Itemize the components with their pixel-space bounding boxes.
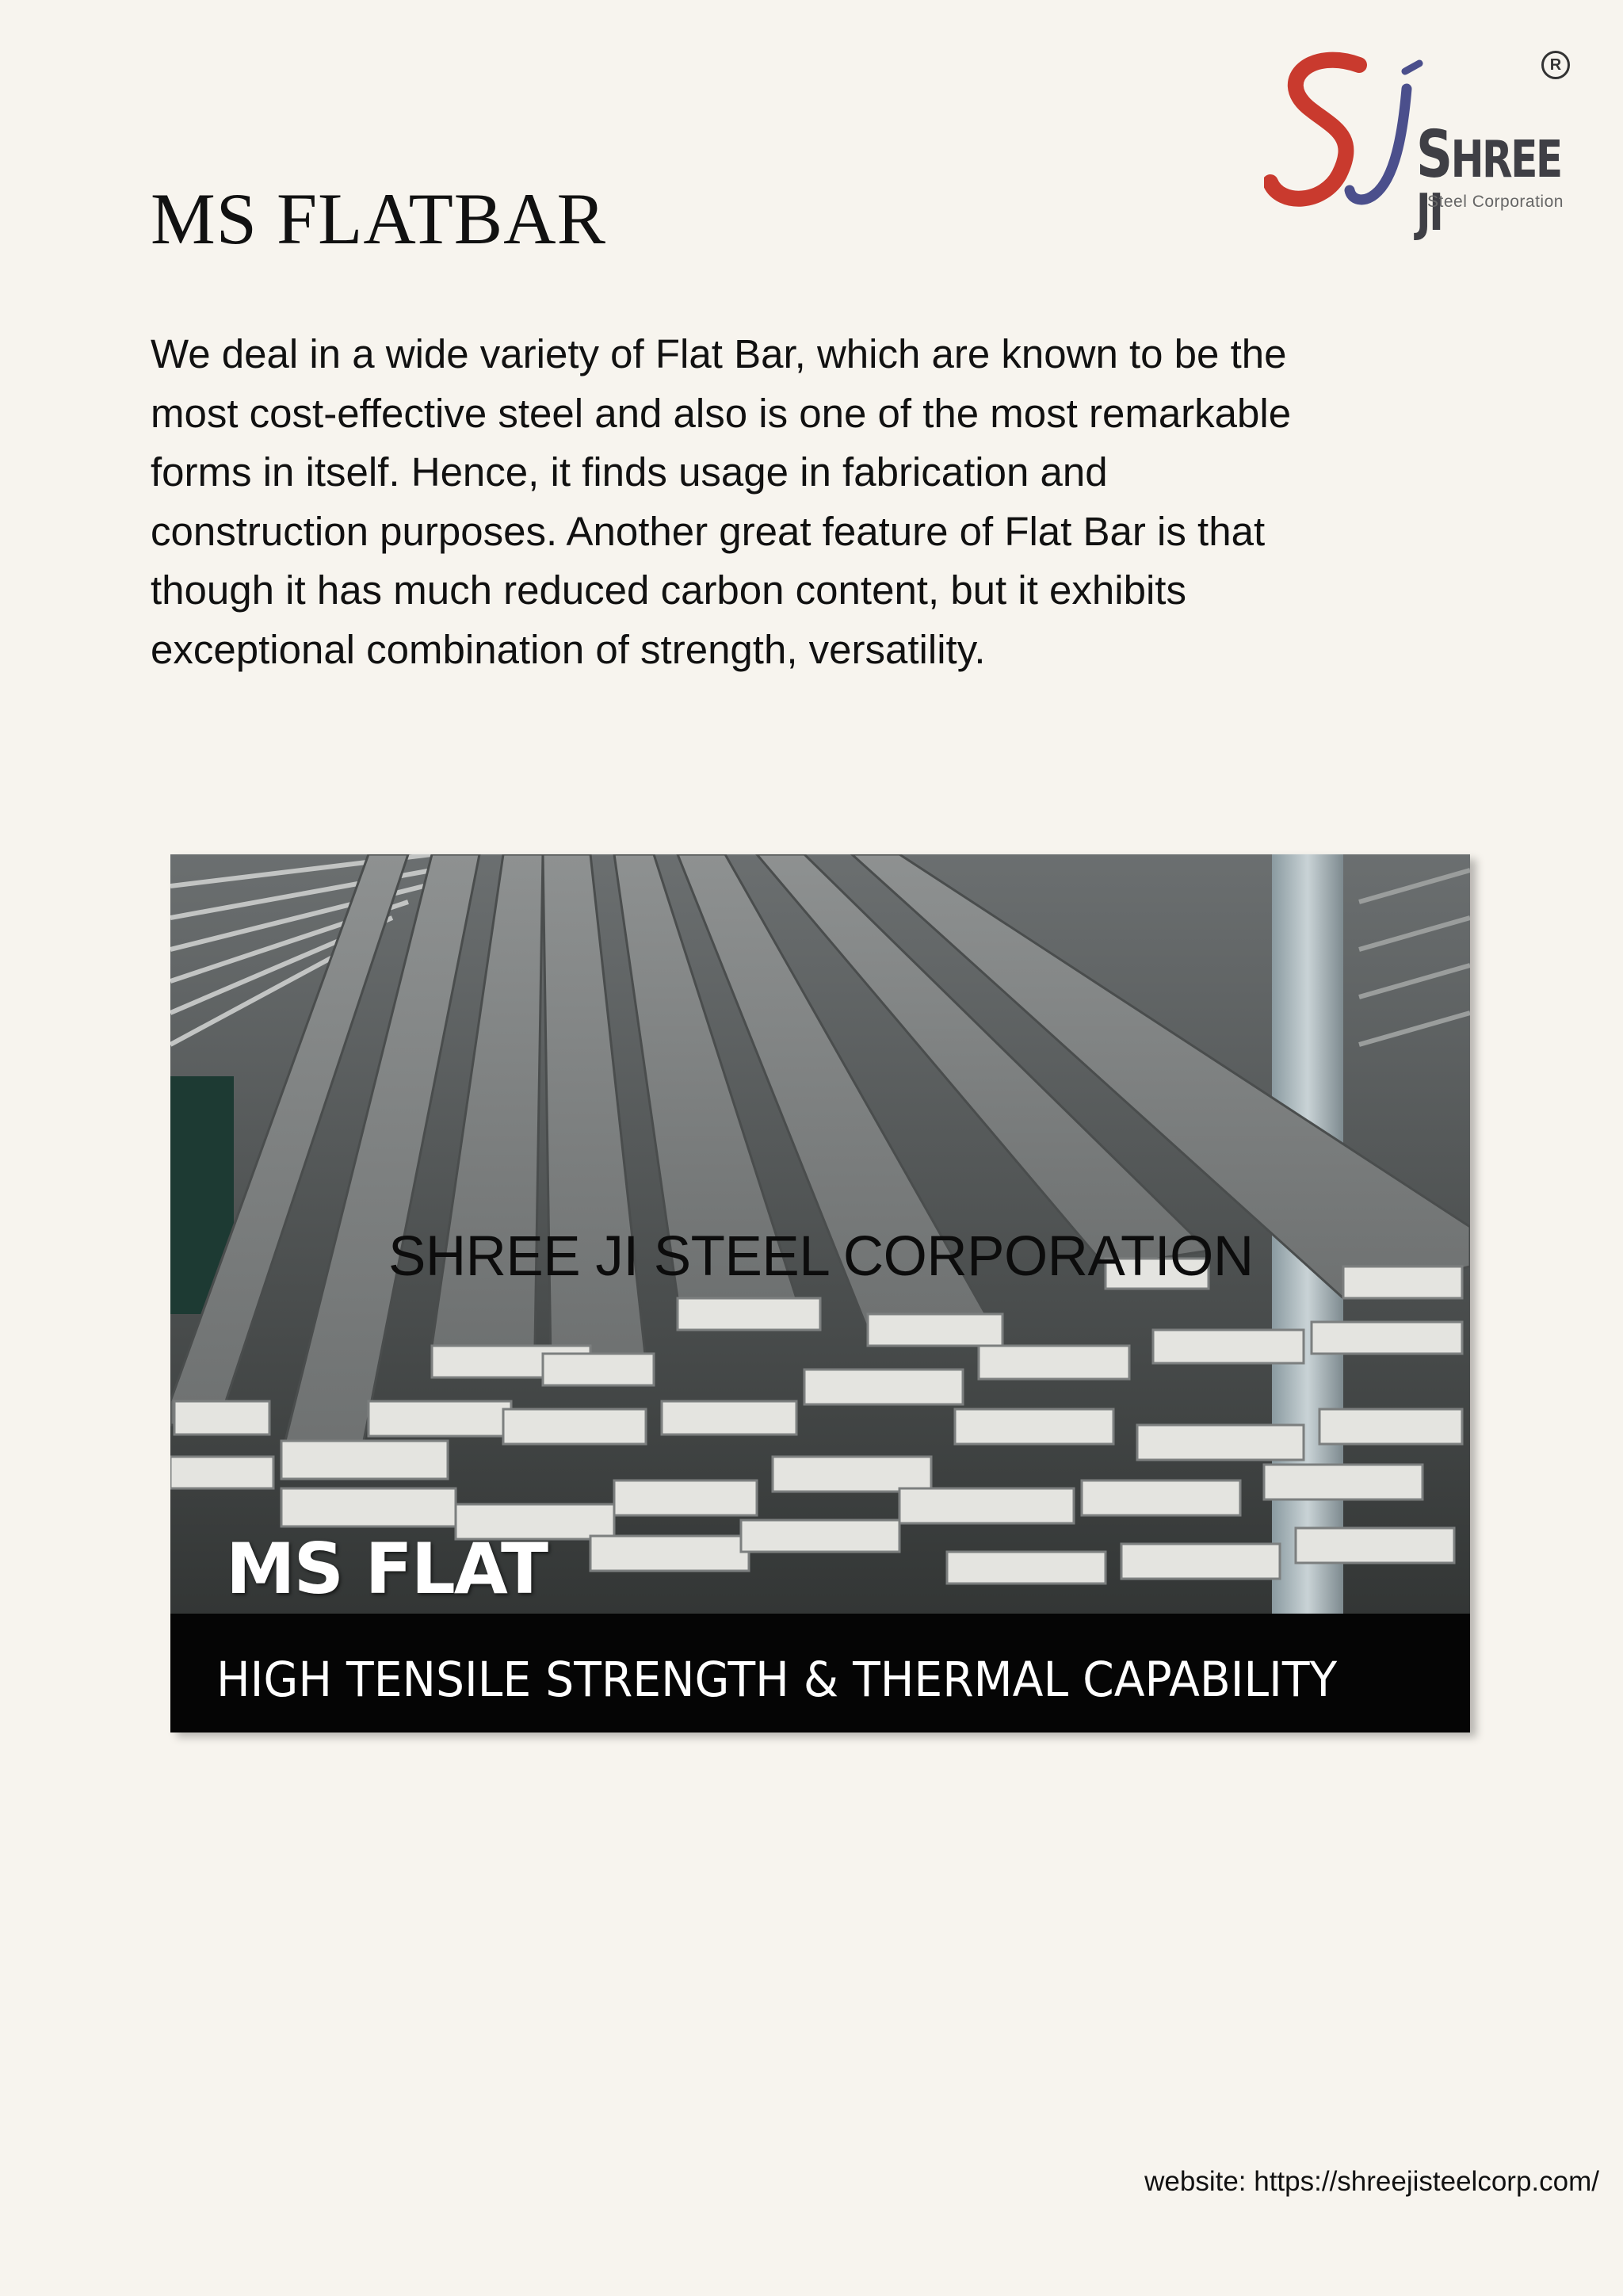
product-photo [170, 854, 1470, 1733]
intro-line: construction purposes. Another great feature of Flat Bar is that [151, 508, 1266, 554]
page-title: MS FLATBAR [151, 178, 606, 259]
photo-overlay-text: SHREE JI STEEL CORPORATION [388, 1225, 1254, 1288]
intro-paragraph [151, 325, 1419, 679]
intro-line: most cost-effective steel and also is one of the most remarkable [151, 390, 1292, 436]
intro-line: exceptional combination of strength, versatility. [151, 626, 986, 672]
intro-line: forms in itself. Hence, it finds usage in fabrication and [151, 449, 1108, 495]
intro-line: though it has much reduced carbon content, but it exhibits [151, 567, 1186, 613]
registered-mark-icon: R [1541, 51, 1570, 79]
photo-banner [170, 1614, 1470, 1733]
product-label: MS FLAT [226, 1528, 548, 1610]
website-link[interactable]: website: https://shreejisteelcorp.com/ [1144, 2166, 1599, 2197]
brand-subtitle: Steel Corporation [1427, 193, 1564, 211]
company-logo [1264, 48, 1581, 243]
banner-text: HIGH TENSILE STRENGTH & THERMAL CAPABILITY [216, 1652, 1338, 1708]
intro-line: We deal in a wide variety of Flat Bar, which are known to be the [151, 331, 1287, 376]
brand-name: SHREE JI [1416, 117, 1561, 243]
